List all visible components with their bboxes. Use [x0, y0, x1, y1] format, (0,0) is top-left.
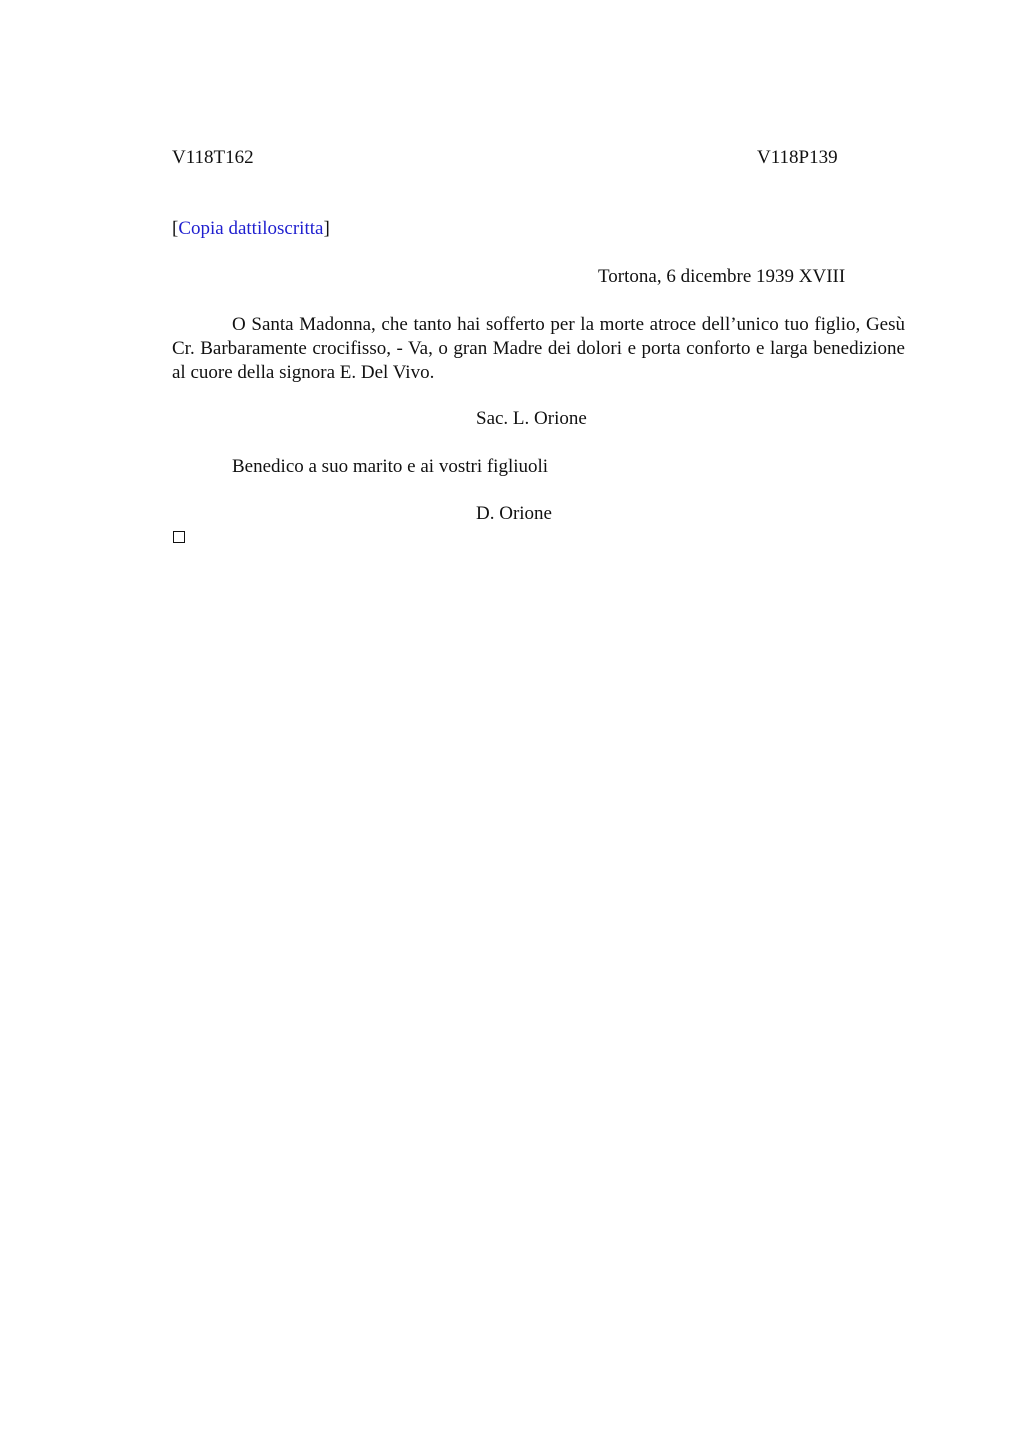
source-link[interactable]: Copia dattiloscritta — [178, 218, 324, 239]
source-open-bracket: [ — [172, 218, 179, 239]
blessing-line: Benedico a suo marito e ai vostri figliuoli — [232, 456, 549, 477]
source-note — [172, 217, 330, 241]
signature-first: Sac. L. Orione — [476, 408, 587, 429]
letter-body: O Santa Madonna, che tanto hai sofferto per la morte atroce dell’unico tuo figlio, Gesù Cr. Barbaramente crocifisso, - Va, o gran Madre dei dolori e porta conforto e larga benedizione al cuore della signora E. Del Vivo. — [172, 314, 905, 383]
source-close-bracket: ] — [323, 218, 330, 239]
reference-code-right: V118P139 — [757, 147, 838, 168]
letter-dateline: Tortona, 6 dicembre 1939 XVIII — [598, 266, 846, 287]
empty-square-icon — [173, 531, 185, 543]
signature-second: D. Orione — [476, 503, 552, 524]
reference-code-left: V118T162 — [172, 147, 254, 168]
